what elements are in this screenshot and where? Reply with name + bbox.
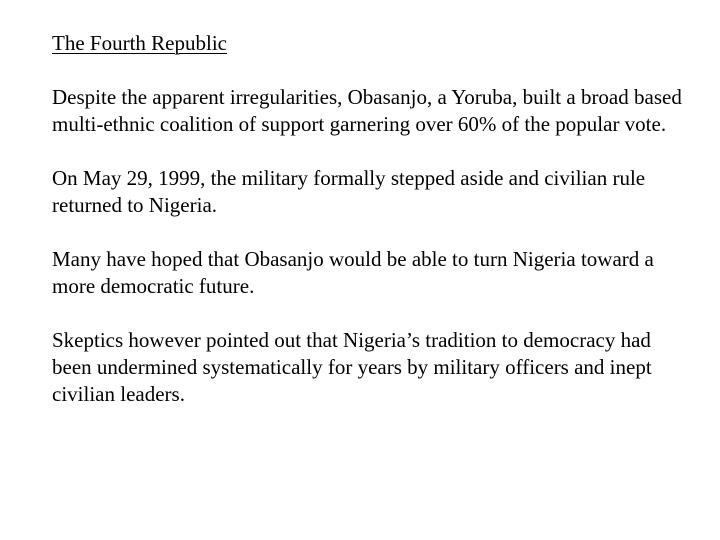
slide-content <box>52 30 682 435</box>
paragraph-election-coalition: Despite the apparent irregularities, Obasanjo, a Yoruba, built a broad based multi-ethnic coalition of support garnering over 60% of the popular vote. <box>52 85 682 136</box>
slide-title: The Fourth Republic <box>52 31 227 55</box>
paragraph-democratic-hope: Many have hoped that Obasanjo would be able to turn Nigeria toward a more democratic future. <box>52 247 654 298</box>
paragraph-civilian-rule: On May 29, 1999, the military formally stepped aside and civilian rule returned to Nigeria. <box>52 166 646 217</box>
paragraph-skeptics: Skeptics however pointed out that Nigeria’s tradition to democracy had been undermined systematically for years by military officers and inept civilian leaders. <box>52 328 652 406</box>
